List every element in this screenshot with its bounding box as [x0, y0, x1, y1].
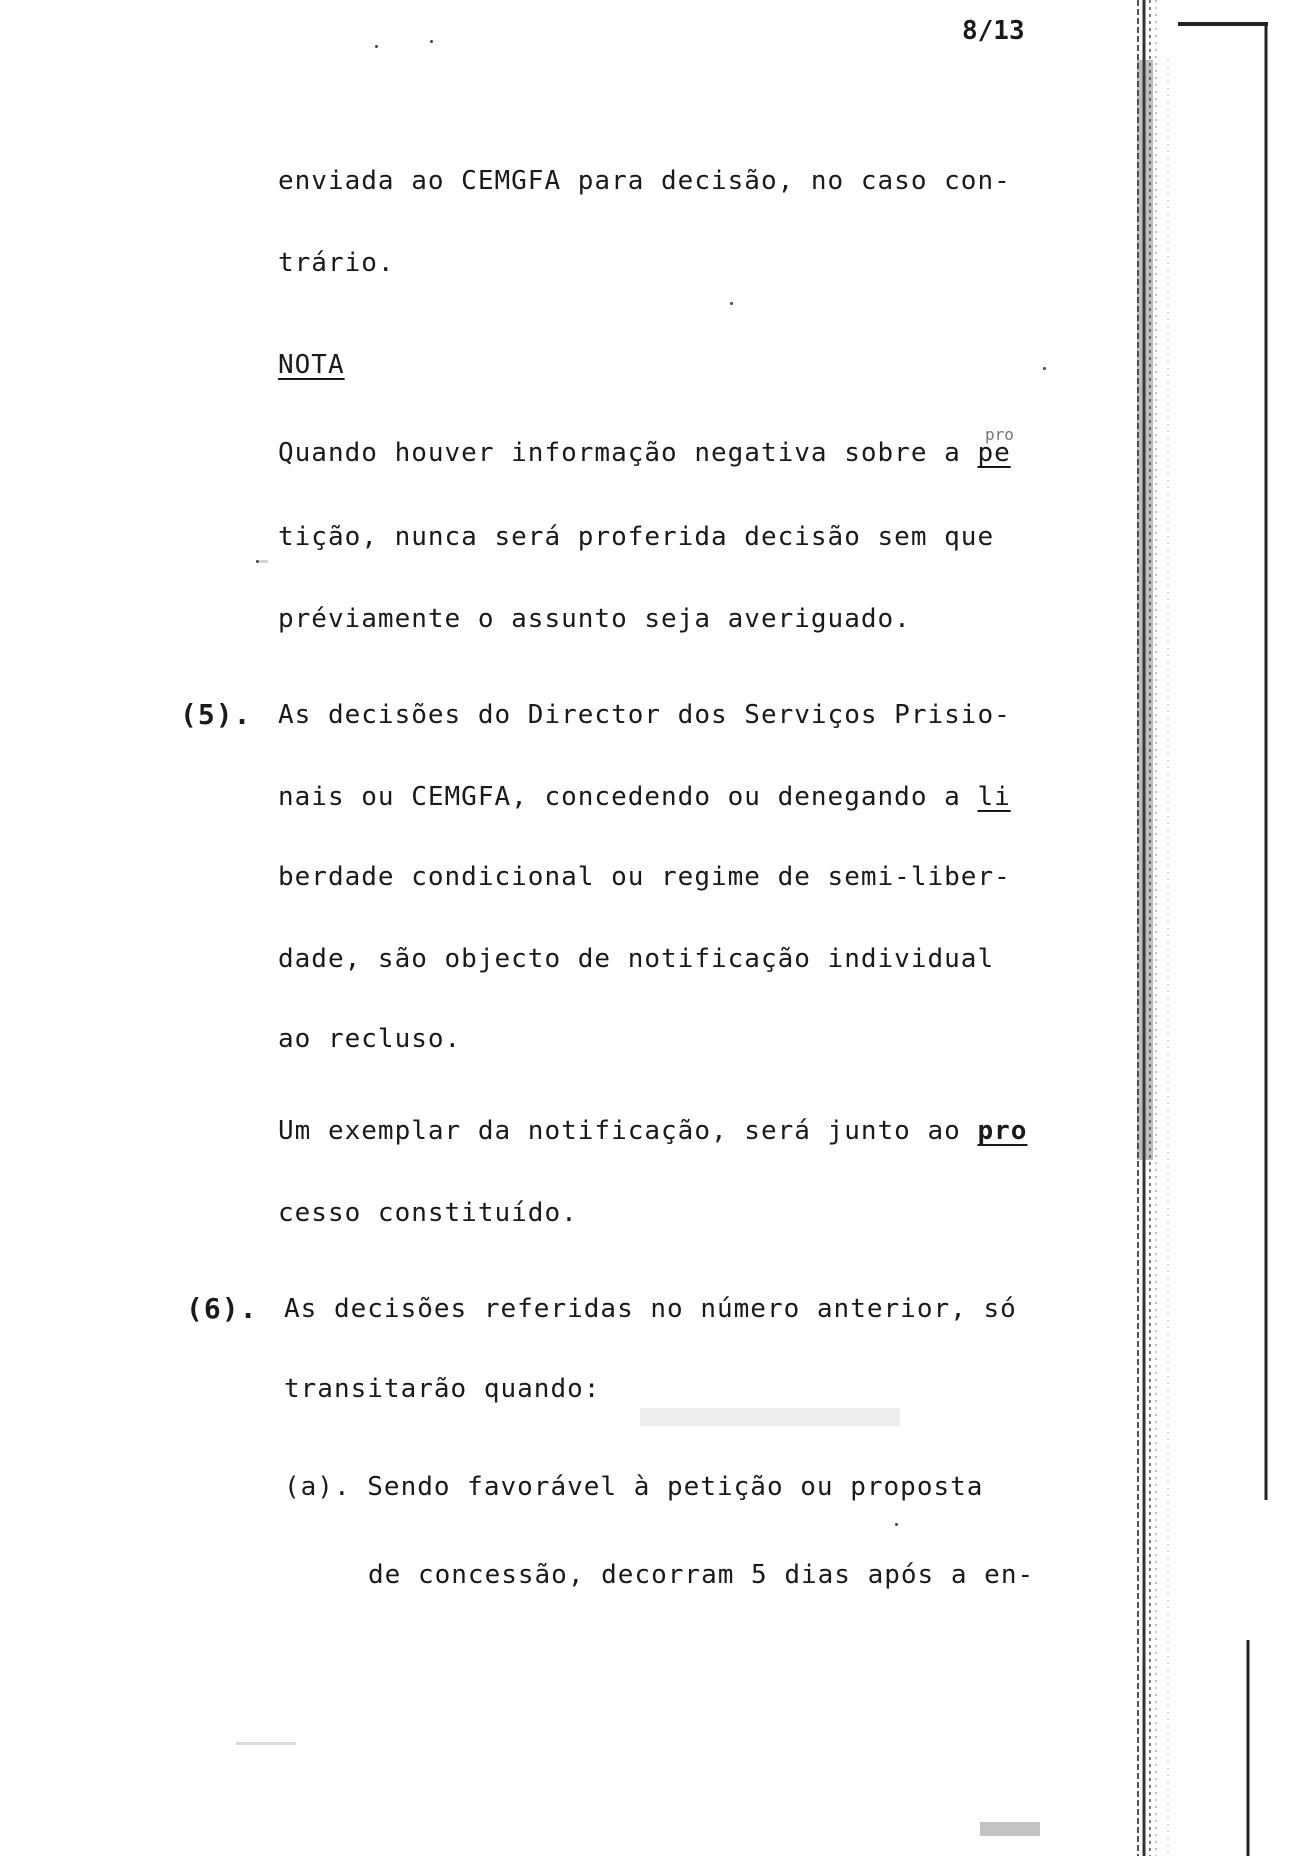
text-line-9: dade, são objecto de notificação individual	[278, 944, 995, 974]
text-line-6: As decisões do Director dos Serviços Prisio-	[278, 700, 1011, 730]
text-line-2: trário.	[278, 248, 395, 278]
nota-heading: NOTA	[278, 350, 345, 380]
item-6-number: (6).	[186, 1292, 258, 1325]
binding-edge	[1128, 0, 1268, 1856]
scan-speck	[730, 302, 733, 305]
scan-smudge	[640, 1408, 900, 1426]
text-line-4: tição, nunca será proferida decisão sem que	[278, 522, 995, 552]
text-line-16: de concessão, decorram 5 dias após a en-	[368, 1560, 1035, 1590]
text-line-10: ao recluso.	[278, 1024, 462, 1054]
text-line-15: (a). Sendo favorável à petição ou proposta	[284, 1472, 984, 1502]
text-line-12: cesso constituído.	[278, 1198, 578, 1228]
text-line-5: préviamente o assunto seja averiguado.	[278, 604, 911, 634]
text-line-3: Quando houver informação negativa sobre a pe	[278, 438, 1011, 468]
scan-speck	[430, 40, 433, 43]
text-line-7: nais ou CEMGFA, concedendo ou denegando a li	[278, 782, 1011, 812]
scan-speck	[1043, 367, 1046, 370]
scan-mark	[258, 560, 268, 563]
scan-speck	[895, 1523, 898, 1526]
text-line-14: transitarão quando:	[284, 1374, 601, 1404]
scan-smudge	[980, 1822, 1040, 1836]
scan-mark	[236, 1742, 296, 1745]
scan-speck	[375, 45, 378, 48]
text-line-13: As decisões referidas no número anterior, só	[284, 1294, 1017, 1324]
margin-note: pro	[985, 425, 1014, 444]
page-number: 8/13	[962, 16, 1025, 46]
text-line-11: Um exemplar da notificação, será junto ao pro	[278, 1116, 1028, 1146]
item-5-number: (5).	[180, 698, 252, 731]
text-line-1: enviada ao CEMGFA para decisão, no caso con-	[278, 166, 1011, 196]
text-line-8: berdade condicional ou regime de semi-liber-	[278, 862, 1011, 892]
